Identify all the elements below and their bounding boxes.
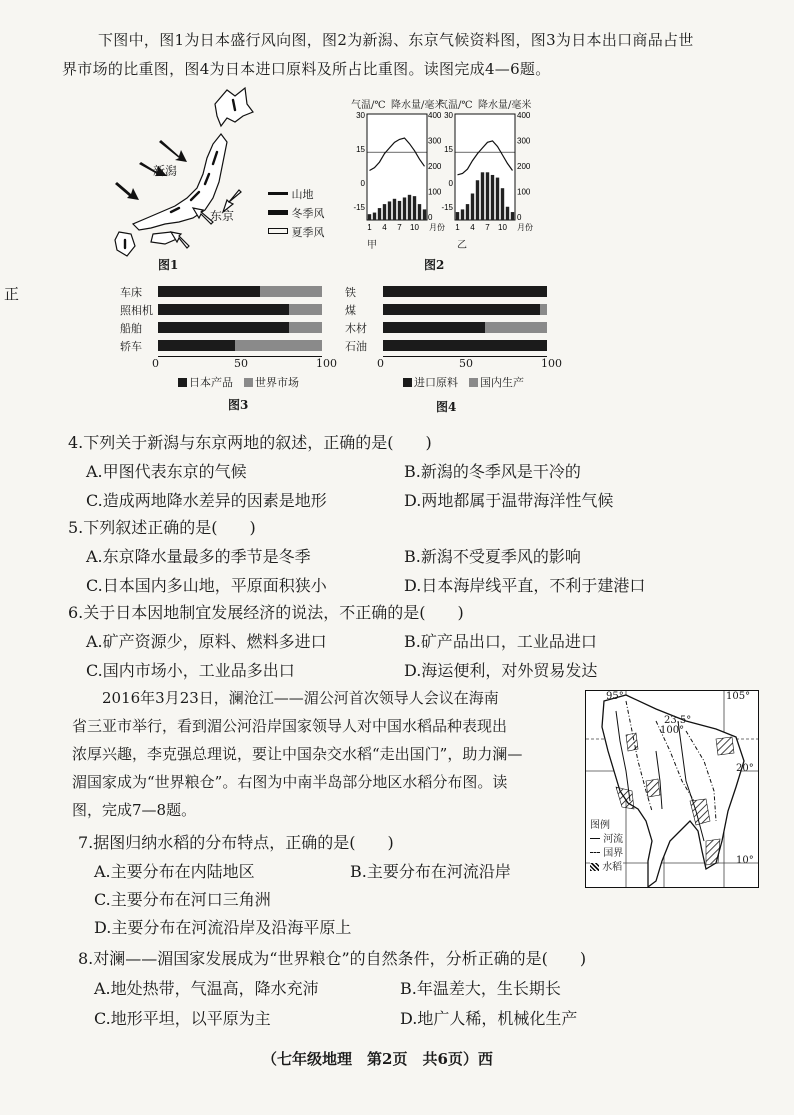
question-7-option-c: C.主要分布在河口三角洲 [94, 890, 271, 909]
question-4-option-b: B.新潟的冬季风是干冷的 [404, 462, 581, 481]
question-8-option-c: C.地形平坦，以平原为主 [94, 1009, 271, 1028]
axis-precip-label-b: 降水量/毫米 [478, 100, 532, 111]
legend-summer [268, 224, 325, 240]
page-footer: （七年级地理 第2页 共6页）西 [262, 1050, 493, 1068]
month-tick-b: 10 [498, 223, 507, 232]
precip-bar-b [476, 180, 479, 220]
figure-4-bars [345, 286, 562, 389]
passage [72, 684, 582, 824]
precip-bar-b [506, 207, 509, 220]
grey-swatch-icon [244, 378, 253, 387]
question-6-stem: 6.关于日本因地制宜发展经济的说法，不正确的是( ) [68, 603, 464, 622]
fig4-tick-label: 0 [377, 357, 384, 370]
temp-tick-a: -15 [353, 203, 365, 212]
precip-bar-a [413, 196, 416, 220]
question-8-option-b: B.年温差大，生长期长 [400, 979, 561, 998]
precip-bar-a [383, 204, 386, 220]
river-line-icon [590, 838, 600, 839]
lat-20-label: 20° [736, 763, 754, 774]
question-4-option-a: A.甲图代表东京的气候 [86, 462, 247, 481]
month-tick-b: 4 [470, 223, 475, 232]
precip-tick-b: 100 [517, 187, 531, 197]
legend-mountain-label: 山地 [291, 188, 314, 201]
fig3-bar-remainder [260, 286, 322, 297]
precip-bar-b [471, 194, 474, 221]
passage-line-1: 2016年3月23日，澜沧江——湄公河首次领导人会议在海南 [102, 689, 499, 707]
map-legend-river-label: 河流 [603, 834, 624, 845]
map-legend-rice-label: 水稻 [602, 862, 623, 873]
fig3-tick-label: 100 [316, 357, 337, 370]
fig4-bar-remainder [485, 322, 547, 333]
fig3-bar [158, 322, 322, 333]
precip-bar-b [511, 212, 514, 220]
passage-line-2: 省三亚市举行，看到湄公河沿岸国家领导人对中国水稻品种表现出 [72, 717, 508, 735]
fig4-legend-a: 进口原料 [414, 376, 458, 389]
fig3-bar-remainder [235, 340, 322, 351]
question-7-option-a: A.主要分布在内陆地区 [94, 862, 255, 881]
figure-2-climate [345, 96, 535, 256]
precip-bar-b [501, 188, 504, 220]
fig3-bar [158, 286, 322, 297]
fig3-bar-label: 轿车 [120, 340, 142, 353]
precip-tick-a: 200 [428, 162, 442, 171]
legend-summer-label: 夏季风 [291, 226, 325, 239]
precip-bar-b [481, 172, 484, 220]
month-unit-a: 月份 [429, 223, 445, 232]
fig4-tick-label: 50 [459, 357, 473, 370]
temp-tick-a: 0 [360, 179, 365, 188]
precip-tick-b: 200 [517, 162, 531, 171]
question-5-option-b: B.新潟不受夏季风的影响 [404, 547, 581, 566]
passage-line-5: 图，完成7—8题。 [72, 801, 197, 819]
fig4-bar [383, 322, 547, 333]
question-5-stem: 5.下列叙述正确的是( ) [68, 518, 256, 537]
figure-1-legend [268, 186, 348, 246]
precip-bar-a [398, 201, 401, 220]
precip-tick-a: 0 [428, 213, 433, 222]
precip-bar-b [466, 204, 469, 220]
rice-hatch-icon [590, 863, 599, 871]
precip-bar-b [491, 175, 494, 220]
fig3-tick-label: 50 [234, 357, 248, 370]
precip-bar-a [418, 204, 421, 220]
question-8-stem: 8.对澜——湄国家发展成为“世界粮仓”的自然条件，分析正确的是( ) [78, 949, 587, 968]
axis-precip-label-a: 降水量/毫米 [391, 100, 445, 111]
fig4-legend-b: 国内生产 [480, 376, 524, 389]
fig4-bar-label: 石油 [345, 340, 367, 353]
climate-chart-svg [345, 110, 535, 234]
precip-bar-a [423, 209, 426, 220]
precip-bar-b [486, 172, 489, 220]
lon-105-label: 105° [726, 691, 751, 702]
month-tick-a: 10 [410, 223, 419, 232]
fig3-tick-label: 0 [152, 357, 159, 370]
figure-1-caption: 图1 [158, 258, 179, 272]
question-4-option-c: C.造成两地降水差异的因素是地形 [86, 491, 327, 510]
fig3-legend-b: 世界市场 [255, 376, 299, 389]
fig3-legend-a: 日本产品 [189, 376, 233, 389]
passage-line-3: 浓厚兴趣，李克强总理说，要让中国杂交水稻“走出国门”，助力澜— [72, 745, 523, 763]
winter-arrow-icon [268, 210, 288, 215]
question-6-option-a: A.矿产资源少，原料、燃料多进口 [86, 632, 327, 651]
figure-3-caption: 图3 [228, 398, 249, 412]
legend-mountain [268, 186, 314, 202]
temp-tick-b: 0 [448, 179, 453, 188]
month-unit-b: 月份 [517, 223, 533, 232]
fig3-bar [158, 304, 322, 315]
precip-bar-a [408, 195, 411, 220]
precip-bar-a [378, 208, 381, 220]
precip-tick-a: 300 [428, 136, 442, 146]
question-7-option-d: D.主要分布在河流沿岸及沿海平原上 [94, 918, 352, 937]
fig3-bar [158, 340, 322, 351]
fig4-bar-label: 铁 [345, 286, 356, 299]
precip-bar-b [456, 212, 459, 220]
legend-winter-label: 冬季风 [291, 207, 325, 220]
month-tick-a: 4 [382, 223, 387, 232]
month-tick-b: 7 [485, 223, 490, 232]
fig3-bar-label: 车床 [120, 286, 142, 299]
question-6-option-d: D.海运便利，对外贸易发达 [404, 661, 598, 680]
precip-tick-a: 400 [428, 111, 442, 120]
fig4-bar-label: 煤 [345, 304, 356, 317]
map-legend-river [590, 833, 623, 847]
margin-mark: 正 [4, 285, 20, 303]
precip-tick-b: 0 [517, 213, 522, 222]
question-4-stem: 4.下列关于新潟与东京两地的叙述，正确的是( ) [68, 433, 432, 452]
fig3-bar-label: 船舶 [120, 322, 142, 335]
passage-line-4: 湄国家成为“世界粮仓”。右图为中南半岛部分地区水稻分布图。读 [72, 773, 508, 791]
precip-bar-a [403, 197, 406, 220]
fig3-bar-remainder [289, 304, 322, 315]
intro-line-1: 下图中，图1为日本盛行风向图，图2为新潟、东京气候资料图，图3为日本出口商品占世 [98, 31, 694, 49]
temp-tick-a: 30 [356, 111, 365, 120]
panel-b-label: 乙 [457, 240, 467, 251]
question-5-option-d: D.日本海岸线平直，不利于建港口 [404, 576, 646, 595]
map-legend-border-label: 国界 [603, 848, 624, 859]
panel-a-label: 甲 [367, 240, 377, 251]
question-8-option-a: A.地处热带，气温高，降水充沛 [94, 979, 319, 998]
fig4-legend [403, 374, 524, 390]
summer-arrow-icon [268, 228, 288, 234]
month-tick-a: 7 [397, 223, 402, 232]
border-line-icon [590, 852, 600, 853]
temp-tick-b: 30 [444, 111, 453, 120]
precip-bar-a [388, 201, 391, 220]
fig4-bar [383, 340, 547, 351]
precip-bar-a [373, 213, 376, 220]
map-legend-title: 图例 [590, 820, 610, 831]
intro-text [62, 26, 752, 84]
axis-temp-label-a: 气温/℃ [351, 100, 386, 111]
label-tokyo: 东京 [210, 209, 235, 223]
fig4-tick-label: 100 [541, 357, 562, 370]
climate-frame-b [455, 114, 515, 220]
month-tick-b: 1 [455, 223, 460, 232]
precip-tick-a: 100 [428, 187, 442, 197]
question-7-option-b: B.主要分布在河流沿岸 [350, 862, 511, 881]
fig3-bar-remainder [289, 322, 322, 333]
lat-10-label: 10° [736, 855, 754, 866]
map-legend [590, 819, 623, 875]
lon-95-label: 95° [606, 691, 624, 702]
fig3-legend [178, 374, 299, 390]
fig4-bar [383, 304, 547, 315]
question-8-option-d: D.地广人稀，机械化生产 [400, 1009, 578, 1028]
temp-tick-a: 15 [356, 145, 365, 154]
mountain-swatch-icon [268, 192, 288, 195]
question-6-option-c: C.国内市场小，工业品多出口 [86, 661, 295, 680]
precip-tick-b: 300 [517, 136, 531, 146]
question-4-option-d: D.两地都属于温带海洋性气候 [404, 491, 614, 510]
map-legend-border [590, 847, 623, 861]
figure-3-bars [120, 286, 337, 389]
axis-temp-label-b: 气温/℃ [438, 100, 473, 111]
label-niigata: 新潟 [153, 164, 178, 178]
lat-23-5-label: 23.5° [664, 715, 692, 726]
fig4-bar [383, 286, 547, 297]
dark-swatch-icon [178, 378, 187, 387]
dark-swatch-icon [403, 378, 412, 387]
legend-winter [268, 205, 325, 221]
precip-tick-b: 400 [517, 111, 531, 120]
temp-tick-b: -15 [441, 203, 453, 212]
month-tick-a: 1 [367, 223, 372, 232]
fig4-bar-label: 木材 [345, 322, 367, 335]
lon-100-label: 100° [660, 725, 685, 736]
indochina-rice-map [585, 690, 759, 888]
intro-line-2: 界市场的比重图，图4为日本进口原料及所占比重图。读图完成4—6题。 [62, 60, 551, 78]
figure-4-caption: 图4 [436, 400, 457, 414]
map-legend-rice [590, 861, 623, 875]
precip-bar-b [461, 209, 464, 220]
figure-2-caption: 图2 [424, 258, 445, 272]
question-5-option-c: C.日本国内多山地，平原面积狭小 [86, 576, 327, 595]
fig3-bar-label: 照相机 [120, 304, 153, 317]
question-6-option-b: B.矿产品出口，工业品进口 [404, 632, 597, 651]
grey-swatch-icon [469, 378, 478, 387]
precip-bar-b [496, 178, 499, 220]
question-7-stem: 7.据图归纳水稻的分布特点，正确的是( ) [78, 833, 394, 852]
precip-bar-a [368, 214, 371, 220]
temp-tick-b: 15 [444, 145, 453, 154]
fig4-bar-remainder [540, 304, 547, 315]
precip-bar-a [393, 199, 396, 220]
question-5-option-a: A.东京降水量最多的季节是冬季 [86, 547, 311, 566]
